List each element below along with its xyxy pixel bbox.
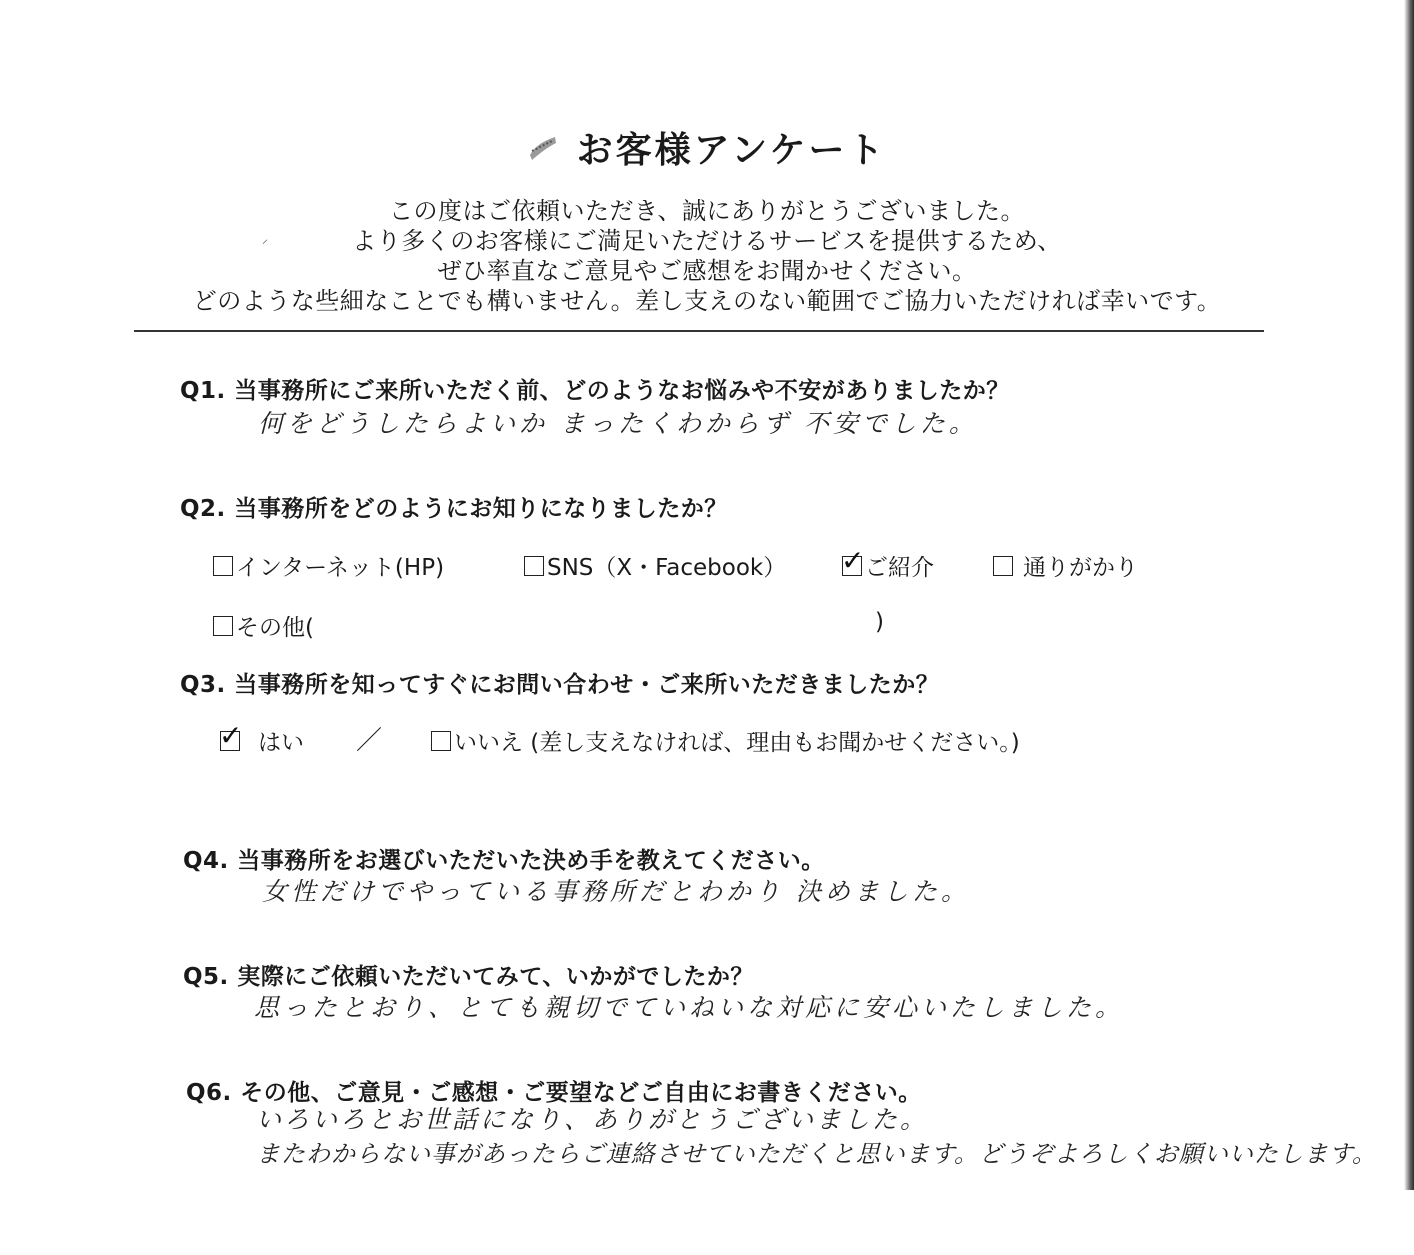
checkbox[interactable] (993, 556, 1013, 576)
scan-speck: ⸝ (262, 232, 269, 246)
q1-question: Q1. 当事務所にご来所いただく前、どのようなお悩みや不安がありましたか？ (180, 378, 1010, 404)
other-paren-close: ) (875, 609, 884, 635)
q6-answer-line-2: またわからない事があったらご連絡させていただくと思います。どうぞよろしくお願いいたします。 (256, 1140, 1377, 1168)
q4-answer: 女性だけでやっている事務所だとわかり 決めました。 (262, 877, 970, 906)
option-label: いいえ (差し支えなければ、理由もお聞かせください。) (454, 730, 1020, 756)
checkbox[interactable] (213, 616, 233, 636)
checkbox[interactable] (213, 556, 233, 576)
q3-option-yes[interactable] (219, 718, 304, 757)
q6-question: Q6. その他、ご意見・ご感想・ご要望などご自由にお書きください。 (186, 1080, 922, 1106)
option-label: 通りがかり (1023, 555, 1138, 581)
intro-text (0, 196, 1414, 316)
q5-answer: 思ったとおり、とても親切でていねいな対応に安心いたしました。 (254, 993, 1125, 1022)
check-mark-icon: ✓ (219, 718, 243, 752)
option-label: ご紹介 (865, 555, 934, 581)
header-divider (134, 330, 1264, 332)
checkbox-checked[interactable] (841, 543, 865, 577)
option-label: SNS（X・Facebook） (547, 555, 787, 581)
brush-stroke-icon (528, 133, 558, 163)
checkbox[interactable] (431, 731, 451, 751)
q2-option-other[interactable] (213, 609, 314, 642)
title-block (0, 122, 1414, 173)
page-title: お客様アンケート (576, 130, 887, 171)
q4-question: Q4. 当事務所をお選びいただいた決め手を教えてください。 (183, 848, 825, 874)
intro-line: この度はご依頼いただき、誠にありがとうございました。 (388, 197, 1026, 225)
q1-answer: 何をどうしたらよいか まったくわからず 不安でした。 (258, 409, 978, 438)
q2-question: Q2. 当事務所をどのようにお知りになりましたか？ (180, 496, 728, 522)
option-label: インターネット(HP) (236, 555, 445, 581)
option-label: その他( (236, 615, 314, 641)
q5-question: Q5. 実際にご依頼いただいてみて、いかがでしたか？ (183, 964, 754, 990)
q2-option-internet[interactable] (213, 549, 444, 582)
checkbox[interactable] (524, 556, 544, 576)
intro-line: どのような些細なことでも構いません。差し支えのない範囲でご協力いただければ幸いです。 (192, 287, 1222, 315)
checkbox-checked[interactable] (219, 718, 243, 752)
scan-edge-shadow (1404, 0, 1414, 1190)
intro-line: より多くのお客様にご満足いただけるサービスを提供するため、 (352, 227, 1062, 255)
intro-line: ぜひ率直なご意見やご感想をお聞かせください。 (437, 257, 977, 285)
q6-answer-line-1: いろいろとお世話になり、ありがとうございました。 (256, 1105, 929, 1134)
q2-option-referral[interactable] (841, 543, 934, 582)
check-mark-icon: ✓ (841, 543, 865, 577)
q2-option-walk-by[interactable] (993, 549, 1138, 582)
q3-question: Q3. 当事務所を知ってすぐにお問い合わせ・ご来所いただきましたか？ (180, 672, 940, 698)
q2-option-sns[interactable] (524, 549, 786, 582)
q3-option-no[interactable] (431, 724, 1020, 757)
option-separator: ／ (356, 726, 383, 756)
option-label: はい (258, 730, 304, 756)
